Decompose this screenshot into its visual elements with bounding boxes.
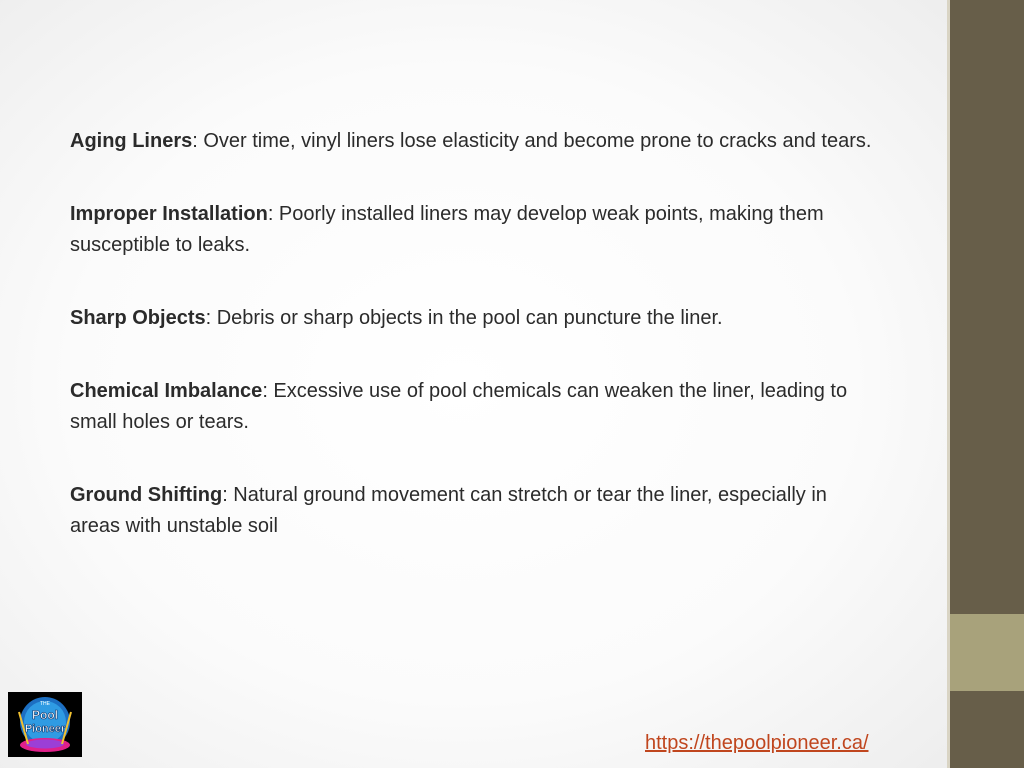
term-ground-shifting: Ground Shifting bbox=[70, 484, 223, 506]
decorative-sidebar bbox=[947, 0, 1024, 768]
slide-content bbox=[70, 126, 900, 584]
logo-word-pioneer: Pioneer bbox=[24, 723, 66, 735]
bullet-chemical-imbalance bbox=[70, 376, 860, 438]
description-improper-installation: : Poorly installed liners may develop weak points, making them susceptible to leaks. bbox=[70, 203, 824, 256]
website-link[interactable]: https://thepoolpioneer.ca/ bbox=[645, 732, 869, 754]
bullet-sharp-objects bbox=[70, 303, 900, 334]
description-chemical-imbalance: : Excessive use of pool chemicals can weaken the liner, leading to small holes or tears. bbox=[70, 380, 848, 433]
logo-word-pool: Pool bbox=[32, 708, 58, 722]
logo-graphic bbox=[8, 692, 82, 757]
logo-small-text: THE bbox=[40, 701, 50, 707]
bullet-aging-liners bbox=[70, 126, 900, 157]
bullet-improper-installation bbox=[70, 199, 830, 261]
sidebar-accent-block bbox=[950, 614, 1024, 691]
term-sharp-objects: Sharp Objects bbox=[70, 307, 206, 329]
term-aging-liners: Aging Liners bbox=[70, 130, 193, 152]
description-aging-liners: : Over time, vinyl liners lose elasticity and become prone to cracks and tears. bbox=[192, 130, 872, 152]
pool-pioneer-logo bbox=[8, 692, 82, 757]
description-sharp-objects: : Debris or sharp objects in the pool can puncture the liner. bbox=[205, 307, 723, 329]
term-chemical-imbalance: Chemical Imbalance bbox=[70, 380, 263, 402]
bullet-ground-shifting bbox=[70, 480, 840, 542]
description-ground-shifting: : Natural ground movement can stretch or tear the liner, especially in areas with unstable soil bbox=[70, 484, 827, 537]
term-improper-installation: Improper Installation bbox=[70, 203, 268, 225]
